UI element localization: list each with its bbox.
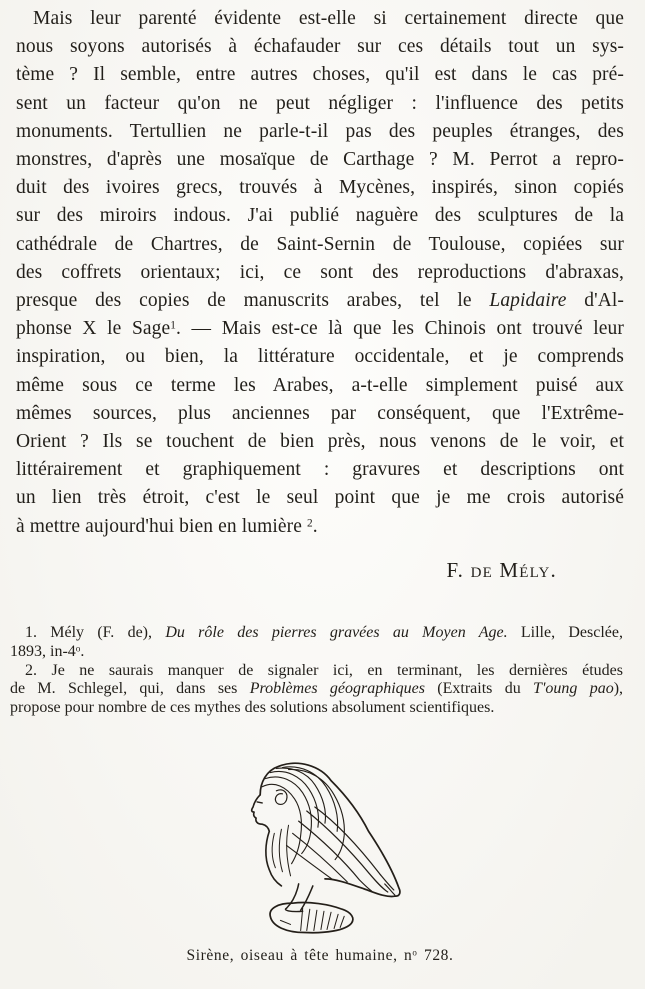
text-line: monuments. Tertullien ne parle-t-il pas des peuples étranges, des <box>16 120 624 142</box>
text-line: Mais leur parenté évidente est-elle si certainement directe que <box>33 8 624 29</box>
author-signature: F. de Mély. <box>446 558 557 582</box>
text-line: duit des ivoires grecs, trouvés à Mycènes, inspirés, sinon copiés <box>16 177 624 199</box>
siren-bird-engraving-icon <box>246 760 408 938</box>
text-line: presque des copies de manuscrits arabes, tel le Lapidaire d'Al- <box>16 290 624 312</box>
text-line: sur des miroirs indous. J'ai publié naguère des sculptures de la <box>16 205 624 227</box>
text-line: tème ? Il semble, entre autres choses, qu'il est dans le cas pré- <box>16 64 624 86</box>
footnote-line: propose pour nombre de ces mythes des solutions absolument scientifiques. <box>10 699 495 717</box>
text-line: Orient ? Ils se touchent de bien près, nous venons de le voir, et <box>16 431 624 453</box>
text-line: nous soyons autorisés à échafauder sur ces détails tout un sys- <box>16 36 624 58</box>
figure-caption: Sirène, oiseau à tête humaine, $n^o$ 728. <box>186 947 454 964</box>
text-line: mêmes sources, plus anciennes par conséquent, que l'Extrême- <box>16 402 624 424</box>
main-paragraph <box>16 5 624 541</box>
text-line: inspiration, ou bien, la littérature occidentale, et je comprends <box>16 346 624 368</box>
text-line: monstres, d'après une mosaïque de Carthage ? M. Perrot a repro- <box>16 149 624 171</box>
footnotes <box>10 624 623 718</box>
text-line: phonse X le Sage$^1$. — Mais est-ce là que les Chinois ont trouvé leur <box>16 318 624 340</box>
text-line: sent un facteur qu'on ne peut négliger : l'influence des petits <box>16 92 624 114</box>
text-line: même sous ce terme les Arabes, a-t-elle simplement puisé aux <box>16 374 624 396</box>
footnote-line: de M. Schlegel, qui, dans ses Problèmes géographiques (Extraits du T'oung pao), <box>10 680 624 698</box>
text-line: à mettre aujourd'hui bien en lumière $^2$. <box>16 515 318 537</box>
text-line: littérairement et graphiquement : gravures et descriptions ont <box>16 459 624 481</box>
text-line: des coffrets orientaux; ici, ce sont des reproductions d'abraxas, <box>16 261 624 283</box>
text-line: cathédrale de Chartres, de Saint-Sernin de Toulouse, copiées sur <box>16 233 624 255</box>
footnote-line: 1893, in-4$^o$. <box>10 642 85 660</box>
text-line: un lien très étroit, c'est le seul point que je me crois autorisé <box>16 487 624 509</box>
footnote-line: 1. Mély (F. de), Du rôle des pierres gravées au Moyen Age. Lille, Desclée, <box>25 624 624 641</box>
siren-figure <box>246 760 408 938</box>
footnote-line: 2. Je ne saurais manquer de signaler ici, en terminant, les dernières études <box>25 661 623 679</box>
